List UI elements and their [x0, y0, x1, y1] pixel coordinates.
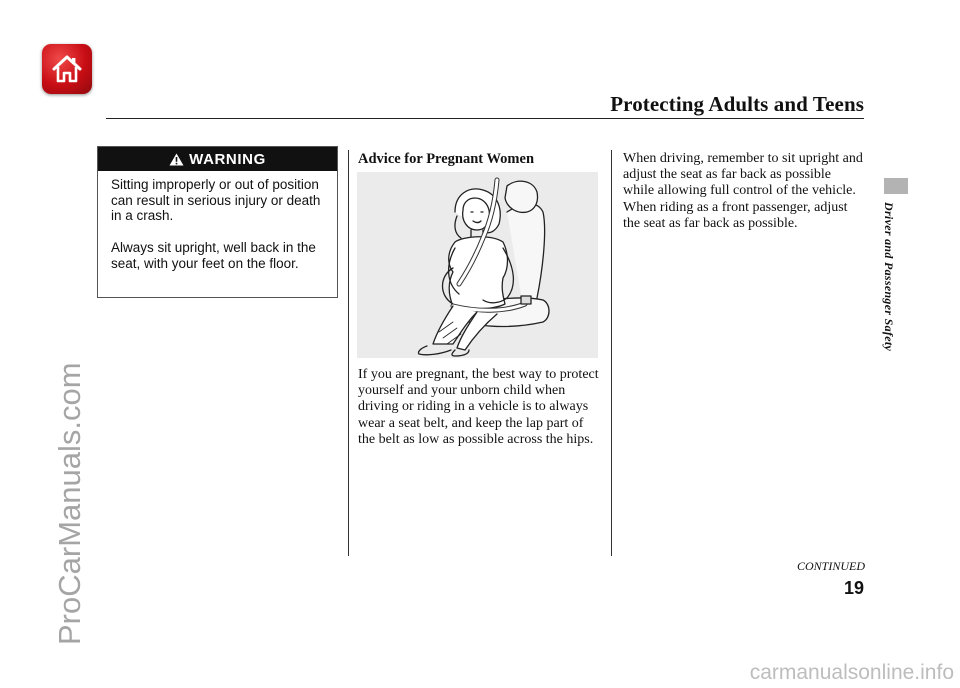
home-button[interactable] — [42, 44, 92, 94]
advice-heading: Advice for Pregnant Women — [358, 151, 535, 167]
section-title: Protecting Adults and Teens — [610, 92, 864, 116]
seat-position-paragraph: When driving, remember to sit upright and adjust the seat as far back as possible while allowing full control of the vehicle. When riding as a front passenger, adjust the seat as far back as possible. — [623, 151, 863, 231]
warning-box — [97, 146, 338, 298]
warning-title: WARNING — [189, 150, 266, 168]
side-tab-marker[interactable] — [884, 178, 908, 194]
continued-label: CONTINUED — [796, 559, 865, 573]
warning-text: Sitting improperly or out of position can result in serious injury or death in a crash. — [111, 177, 321, 223]
side-tab-label — [880, 202, 896, 372]
pregnant-advice-paragraph: If you are pregnant, the best way to protect yourself and your unborn child when driving or riding in a vehicle is to always wear a seat belt, and keep the lap part of the belt as low as possible across the hips. — [358, 367, 599, 447]
column-divider — [611, 150, 612, 556]
header-rule — [106, 118, 864, 119]
warning-triangle-icon — [169, 153, 184, 166]
warning-text: Always sit upright, well back in the seat, with your feet on the floor. — [111, 240, 316, 271]
pregnant-woman-seatbelt-illustration — [357, 172, 598, 358]
watermark-left — [52, 362, 102, 665]
warning-header — [98, 147, 337, 171]
page-number: 19 — [843, 578, 864, 598]
home-icon — [50, 52, 84, 86]
watermark-bottom: carmanualsonline.info — [749, 661, 954, 684]
column-divider — [348, 150, 349, 556]
side-tab-label-text: Driver and Passenger Safety — [882, 202, 896, 352]
watermark-left-text: ProCarManuals.com — [52, 362, 87, 645]
